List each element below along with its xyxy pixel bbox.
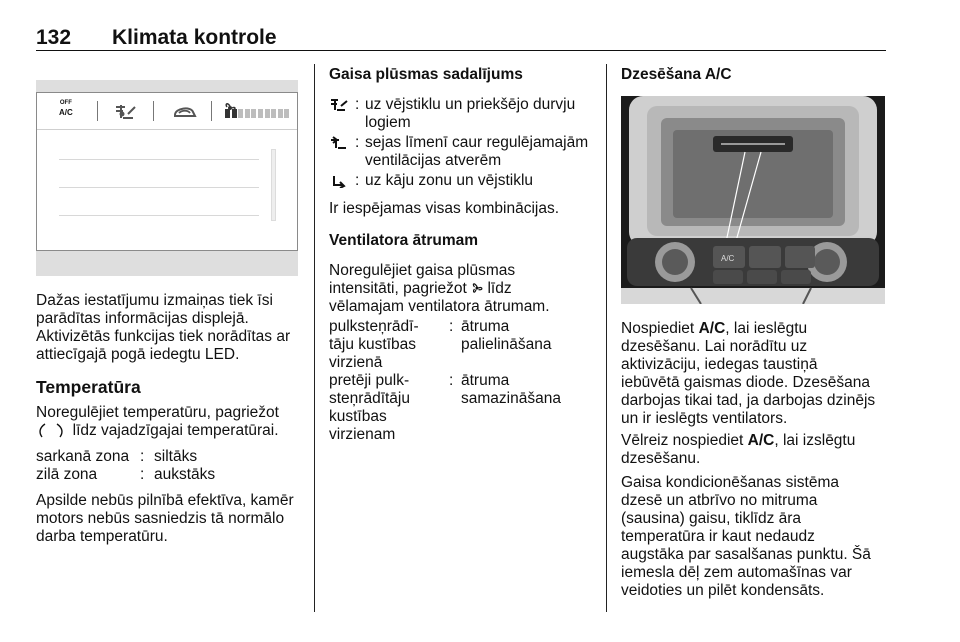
display-row-line xyxy=(59,187,259,188)
fan-level-segment xyxy=(258,109,263,118)
feet-windshield-icon xyxy=(329,174,353,188)
page-header xyxy=(36,26,886,52)
text-line: intensitāti, pagriežot xyxy=(329,280,467,297)
text-line: attiecīgajā pogā iedegtu LED. xyxy=(36,346,240,363)
temperature-heading: Temperatūra xyxy=(36,377,141,397)
text-line: Noregulējiet gaisa plūsmas xyxy=(329,262,516,279)
fan-level-segment xyxy=(245,109,250,118)
fan-level-segment xyxy=(278,109,283,118)
airflow-heading: Gaisa plūsmas sadalījums xyxy=(329,66,523,83)
direction-term xyxy=(329,372,449,444)
column-1-text xyxy=(36,292,298,440)
text-line: Dažas iestatījumu izmaiņas tiek īsi xyxy=(36,292,273,309)
direction-desc xyxy=(461,372,599,408)
text-line: Nospiediet xyxy=(621,320,695,337)
airflow-split-icon xyxy=(113,102,139,122)
text-line: , lai ieslēgtu xyxy=(725,320,808,337)
text-line: virzienā xyxy=(329,354,383,371)
ac-info-paragraph xyxy=(621,474,889,600)
text-line: augstāka par sasalšanas punktu. Šā xyxy=(621,546,871,563)
airflow-desc xyxy=(365,134,599,170)
ac-label: A/C xyxy=(59,108,73,117)
text-line: ventilācijas atverēm xyxy=(365,152,502,169)
airflow-sep: : xyxy=(355,134,360,151)
display-status-bar xyxy=(37,93,297,130)
fan-level-segment xyxy=(251,109,256,118)
display-row-line xyxy=(59,215,259,216)
ac-status xyxy=(59,99,73,117)
intro-paragraph xyxy=(36,292,298,364)
text-line: veidoties un pilēt kondensāts. xyxy=(621,582,825,599)
temp-knob-right-icon xyxy=(52,422,68,438)
text-line: aktivizāciju, iedegas taustiņā xyxy=(621,356,818,373)
text-line: dzesēšanu. Lai norādītu uz xyxy=(621,338,808,355)
fan-level-segment xyxy=(265,109,270,118)
zone-desc: aukstāks xyxy=(154,466,216,483)
direction-sep: : xyxy=(449,318,454,335)
fan-speed-heading: Ventilatora ātrumam xyxy=(329,232,479,249)
text-line: līdz vajadzīgajai temperatūrai. xyxy=(72,422,279,439)
fan-level-segment xyxy=(238,109,243,118)
fan-icon xyxy=(471,282,483,294)
text-line: un ir ieslēgts ventilators. xyxy=(621,410,788,427)
text-line: Apsilde nebūs pilnībā efektīva, kamēr xyxy=(36,492,294,509)
airflow-definition-list xyxy=(329,96,599,196)
text-line: darba temperatūru. xyxy=(36,528,168,545)
text-line: parādītas informācijas displejā. xyxy=(36,310,249,327)
text-line: , lai izslēgtu xyxy=(774,432,856,449)
text-line: motors nebūs sasniedzis tā normālo xyxy=(36,510,285,527)
ac-off-label: OFF xyxy=(59,100,72,106)
photo-ac-label: A/C xyxy=(721,254,735,263)
text-line: darbojas tikai tad, ja darbojas dzinējs xyxy=(621,392,876,409)
fan-speed-paragraph xyxy=(329,262,599,316)
text-line: Gaisa kondicionēšanas sistēma xyxy=(621,474,839,491)
zone-term: sarkanā zona xyxy=(36,448,130,465)
text-line: pretēji pulk- xyxy=(329,372,410,389)
temp-knob-left-icon xyxy=(36,422,48,438)
display-screen xyxy=(36,92,298,251)
page-title: Klimata kontrole xyxy=(112,26,277,49)
text-line: palielināšana xyxy=(461,336,552,353)
zone-desc: siltāks xyxy=(154,448,198,465)
header-rule xyxy=(36,50,886,51)
zone-sep: : xyxy=(140,448,145,465)
combinations-paragraph: Ir iespējamas visas kombinācijas. xyxy=(329,200,560,217)
zone-definition-list xyxy=(36,448,298,484)
airflow-desc: uz kāju zonu un vējstiklu xyxy=(365,172,534,189)
direction-desc xyxy=(461,318,599,354)
airflow-desc xyxy=(365,96,599,132)
text-line: dzesēšanu. xyxy=(621,450,701,467)
console-photo-illustration xyxy=(621,96,885,304)
climate-display-figure xyxy=(36,80,298,276)
text-line: samazināšana xyxy=(461,390,561,407)
display-divider xyxy=(153,101,154,121)
zone-sep: : xyxy=(140,466,145,483)
fan-level-segment xyxy=(284,109,289,118)
direction-sep: : xyxy=(449,372,454,389)
text-line: iebūvētā gaismas diode. Dzesēšana xyxy=(621,374,871,391)
text-line: uz vējstiklu un priekšējo durvju xyxy=(365,96,576,113)
ac-off-paragraph xyxy=(621,432,889,468)
fan-level-segment xyxy=(271,109,276,118)
center-console-photo xyxy=(621,96,885,304)
text-line: virzienam xyxy=(329,426,396,443)
fan-level-segment xyxy=(232,109,237,118)
ac-button-ref: A/C xyxy=(698,320,726,337)
direction-term xyxy=(329,318,449,372)
column-divider-1 xyxy=(314,64,315,612)
text-line: pulksteņrādī- xyxy=(329,318,419,335)
text-line: steņrādītāju xyxy=(329,390,410,407)
text-line: Noregulējiet temperatūru, pagriežot xyxy=(36,404,279,421)
airflow-sep: : xyxy=(355,96,360,113)
outro-paragraph xyxy=(36,492,298,546)
text-line: tāju kustības xyxy=(329,336,417,353)
text-line: sejas līmenī caur regulējamajām xyxy=(365,134,589,151)
display-divider xyxy=(97,101,98,121)
face-vents-icon xyxy=(329,136,353,150)
recirculation-icon xyxy=(171,102,199,122)
fan-level-segment xyxy=(225,109,230,118)
page-number: 132 xyxy=(36,26,72,49)
column-divider-2 xyxy=(606,64,607,612)
text-line: iemesla dēļ zem automašīnas var xyxy=(621,564,852,581)
direction-definition-list xyxy=(329,318,599,444)
text-line: līdz xyxy=(487,280,512,297)
text-line: (sausina) gaisu, tiklīdz āra xyxy=(621,510,802,527)
text-line: dzesē un atbrīvo no mitruma xyxy=(621,492,818,509)
ac-cooling-heading: Dzesēšana A/C xyxy=(621,66,732,83)
text-line: Vēlreiz nospiediet xyxy=(621,432,744,449)
display-divider xyxy=(211,101,212,121)
text-line: temperatūra ir kaut nedaudz xyxy=(621,528,815,545)
windshield-body-icon xyxy=(329,98,353,112)
text-line: Aktivizētās funkcijas tiek norādītas ar xyxy=(36,328,291,345)
text-line: vēlamajam ventilatora ātrumam. xyxy=(329,298,550,315)
text-line: ātruma xyxy=(461,372,510,389)
ac-button-ref: A/C xyxy=(747,432,775,449)
text-line: kustības xyxy=(329,408,387,425)
display-scrollbar xyxy=(271,149,276,221)
zone-term: zilā zona xyxy=(36,466,98,483)
text-line: ātruma xyxy=(461,318,510,335)
temperature-paragraph xyxy=(36,404,298,440)
airflow-sep: : xyxy=(355,172,360,189)
text-line: logiem xyxy=(365,114,411,131)
ac-on-paragraph xyxy=(621,320,889,428)
display-row-line xyxy=(59,159,259,160)
